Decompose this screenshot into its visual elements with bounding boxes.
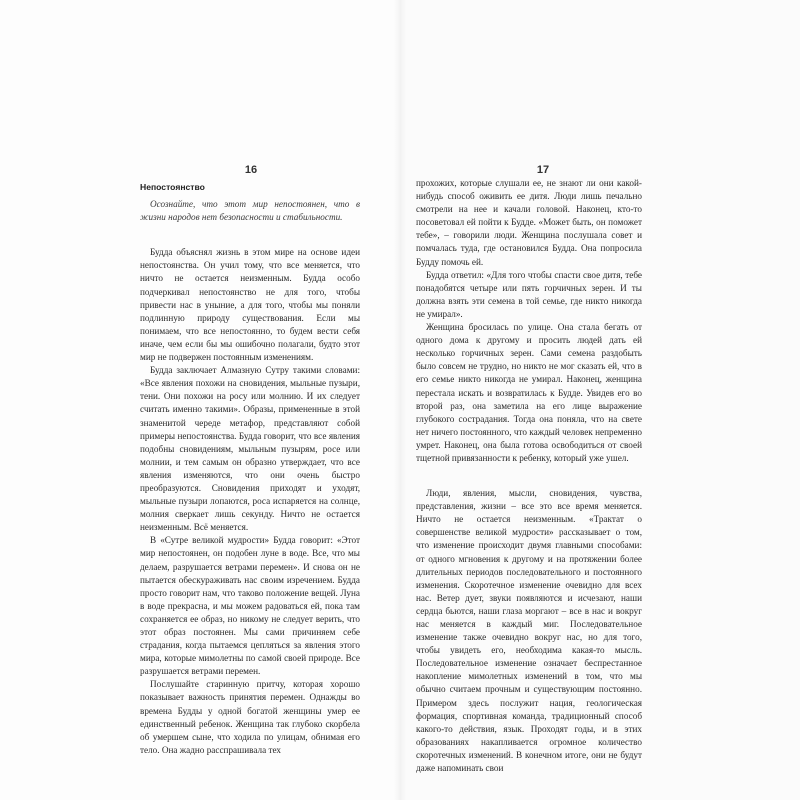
- paragraph: В «Сутре великой мудрости» Будда говорит: «Этот мир непостоянен, он подобен луне в воде. Все, что мы делаем, разрушается ветрами перемен». И снова он не пытается обескураживать нас своим изречением. Будда просто говорит нам, что таково положение вещей. Луна в воде прекрасна, и мы можем радоваться ей, пока там сохраняется ее образ, но никому не следует верить, что этот образ постоянен. Мы сами причиняем себе страдания, когда пытаемся цепляться за явления этого мира, которые мимолетны по самой своей природе. Все разрушается ветрами перемен.: [140, 535, 360, 677]
- paragraph: Будда ответил: «Для того чтобы спасти свое дитя, тебе понадобятся четыре или пять горчичных зерен. И ты должна взять эти семена в той семье, где никто никогда не умирал».: [416, 269, 642, 319]
- paragraph: Будда заключает Алмазную Сутру такими словами: «Все явления похожи на сновидения, мыльные пузыри, тени. Они похожи на росу или молнию. И их следует считать именно такими». Образы, примененные в этой знаменитой череде метафор, представляют собой примеры непостоянства. Будда говорит, что все явления подобны сновидениям, мыльным пузырям, росе или молнии, и тем самым он образно утверждает, что все явления изменяются, что они очень быстро преобразуются. Сновидения приходят и уходят, мыльные пузыри лопаются, роса испаряется на солнце, молния сверкает лишь секунду. Ничто не остается неизменным. Всё меняется.: [140, 365, 360, 533]
- page-number-right: 17: [536, 164, 550, 176]
- page-number-left: 16: [244, 164, 258, 176]
- left-text-column: [140, 181, 360, 757]
- book-spine-shadow: [394, 0, 406, 800]
- paragraph: Женщина бросилась по улице. Она стала бегать от одного дома к другому и просить людей дать ей несколько горчичных зерен. Сами семена раздобыть было совсем не трудно, но никто не мог сказать ей, что в его семье никто никогда не умирал. Наконец, женщина перестала искать и возвратилась к Будде. Увидев его во второй раз, она заметила на его лице выражение глубокого сострадания. Тогда она поняла, что на свете нет ничего постоянного, что каждый человек непременно умрет. Наконец, она была готова освободиться от своей тщетной привязанности к ребенку, который уже ушел.: [416, 322, 642, 463]
- right-text-column: [416, 177, 642, 775]
- paragraph: прохожих, которые слушали ее, не знают ли они какой-нибудь способ оживить ее дитя. Люди лишь печально смотрели на нее и качали головой. Наконец, кто-то посоветовал ей пойти к Будде. «Может быть, он поможет тебе», – говорили люди. Женщина послушала совет и помчалась туда, где остановился Будда. Она попросила Будду помочь ей.: [416, 178, 642, 267]
- paragraph: Будда объяснял жизнь в этом мире на основе идеи непостоянства. Он учил тому, что все меняется, что ничто не остается неизменным. Будда особо подчеркивал непостоянство не для того, чтобы привести нас в уныние, а для того, чтобы мы поняли подлинную природу существования. Если мы понимаем, что все непостоянно, то будем вести себя иначе, чем если бы мы ошибочно полагали, будто этот мир не подвержен постоянным изменениям.: [140, 247, 360, 363]
- paragraph: Люди, явления, мысли, сновидения, чувства, представления, жизни – все это все время меняется. Ничто не остается неизменным. «Трактат о совершенстве великой мудрости» рассказывает о том, что изменение происходит двумя главными способами: от одного мгновения к другому и на протяжении более длительных периодов последовательного и постоянного изменения. Скоротечное изменение очевидно для всех нас. Ветер дует, звуки появляются и исчезают, наши сердца бьются, наши глаза моргают – все в нас и вокруг нас меняется в каждый миг. Последовательное изменение также очевидно вокруг нас, но для того, чтобы увидеть его, необходима какая-то мысль. Последовательное изменение означает беспрестанное накопление мимолетных изменений в том, что мы обычно считаем прочным и существующим постоянно. Примером здесь послужит нация, геологическая формация, спортивная команда, традиционный способ какого-то действия, язык. Проходят годы, и в этих образованиях накапливается огромное количество скоротечных изменений. В конечном итоге, они не будут даже напоминать свои: [416, 488, 642, 774]
- section-spacer: [416, 465, 642, 487]
- epigraph: Осознайте, что этот мир непостоянен, что в жизни народов нет безопасности и стабильности.: [140, 199, 360, 223]
- right-page: [400, 0, 800, 800]
- section-title: Непостоянство: [140, 182, 205, 192]
- paragraph: Послушайте старинную притчу, которая хорошо показывает важность принятия перемен. Однажды во времена Будды у одной богатой женщины умер ее единственный ребенок. Женщина так глубоко скорбела об умершем сыне, что ходила по улицам, обнимая его тело. Она жадно расспрашивала тех: [140, 679, 360, 755]
